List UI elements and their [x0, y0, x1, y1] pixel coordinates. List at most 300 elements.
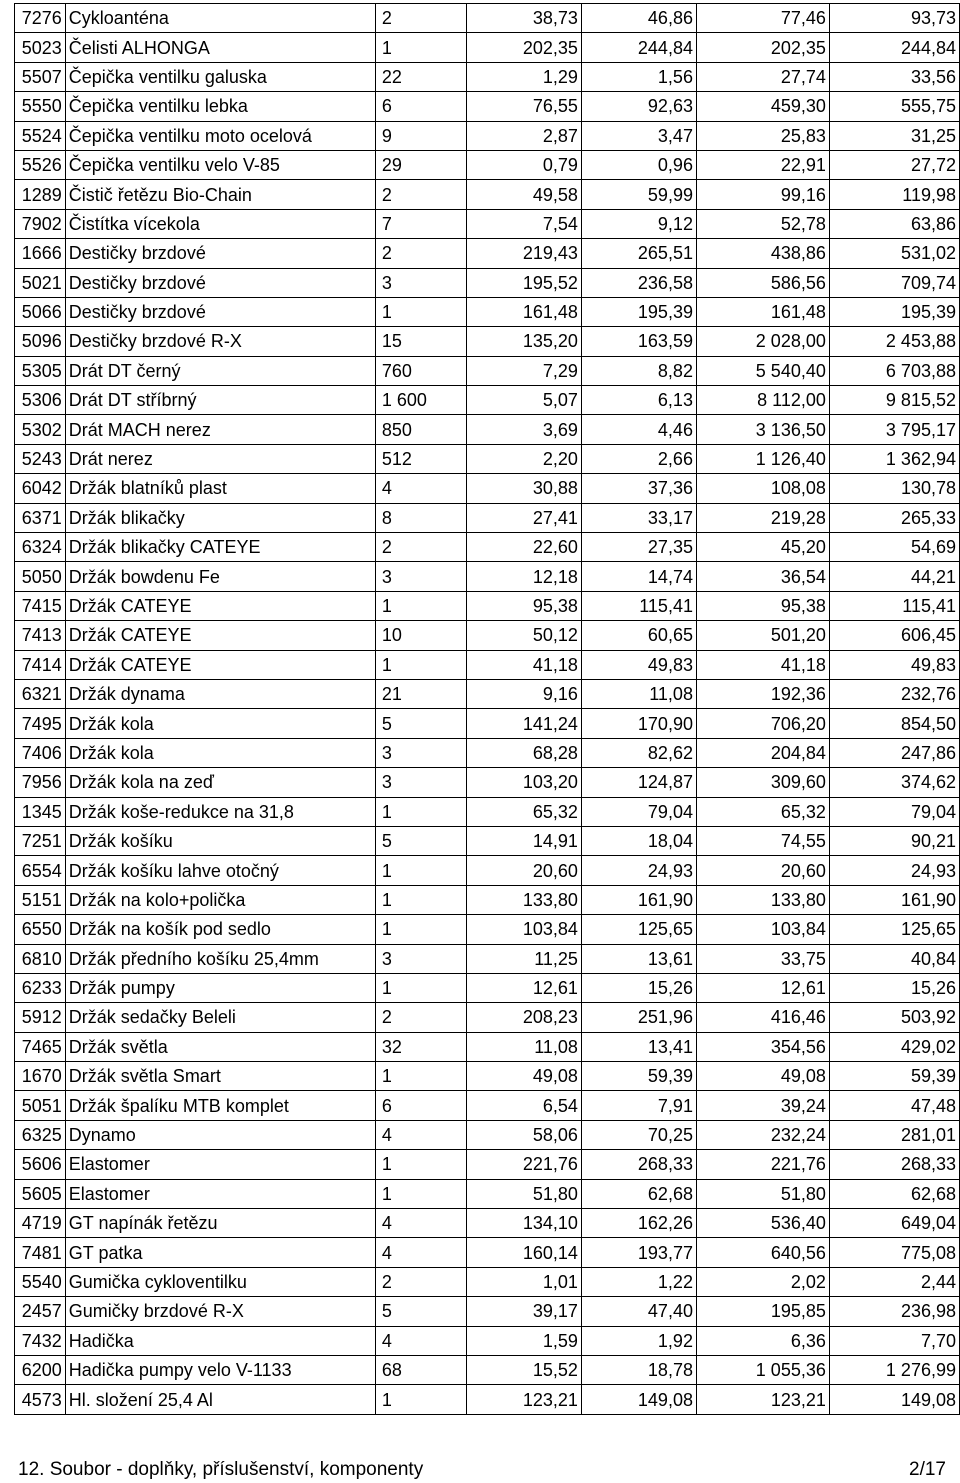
total-price-cell: 33,75: [696, 944, 829, 973]
total-price-cell: 39,24: [696, 1091, 829, 1120]
total-price-cell: 5 540,40: [696, 356, 829, 385]
item-quantity-cell: 8: [375, 503, 466, 532]
unit-price-vat-cell: 24,93: [581, 856, 696, 885]
item-quantity-cell: 4: [375, 1238, 466, 1267]
item-name-cell: Elastomer: [65, 1150, 375, 1179]
unit-price-cell: 39,17: [466, 1297, 581, 1326]
item-name-cell: Držák CATEYE: [65, 591, 375, 620]
item-code-cell: 5151: [15, 885, 66, 914]
unit-price-vat-cell: 11,08: [581, 679, 696, 708]
total-price-vat-cell: 15,26: [829, 973, 959, 1002]
item-quantity-cell: 1: [375, 973, 466, 1002]
item-name-cell: Cykloanténa: [65, 4, 375, 33]
item-code-cell: 5305: [15, 356, 66, 385]
total-price-cell: 3 136,50: [696, 415, 829, 444]
unit-price-vat-cell: 14,74: [581, 562, 696, 591]
item-name-cell: Destičky brzdové: [65, 297, 375, 326]
table-row: [15, 386, 960, 415]
unit-price-vat-cell: 15,26: [581, 973, 696, 1002]
unit-price-vat-cell: 0,96: [581, 150, 696, 179]
total-price-cell: 22,91: [696, 150, 829, 179]
unit-price-cell: 49,58: [466, 180, 581, 209]
unit-price-cell: 50,12: [466, 621, 581, 650]
item-quantity-cell: 2: [375, 4, 466, 33]
unit-price-cell: 133,80: [466, 885, 581, 914]
item-quantity-cell: 1: [375, 1150, 466, 1179]
table-row: [15, 679, 960, 708]
item-name-cell: Držák CATEYE: [65, 621, 375, 650]
unit-price-vat-cell: 8,82: [581, 356, 696, 385]
unit-price-cell: 160,14: [466, 1238, 581, 1267]
unit-price-cell: 195,52: [466, 268, 581, 297]
total-price-cell: 232,24: [696, 1120, 829, 1149]
total-price-cell: 95,38: [696, 591, 829, 620]
item-code-cell: 5507: [15, 62, 66, 91]
unit-price-vat-cell: 125,65: [581, 915, 696, 944]
total-price-cell: 202,35: [696, 33, 829, 62]
total-price-cell: 74,55: [696, 826, 829, 855]
unit-price-vat-cell: 62,68: [581, 1179, 696, 1208]
item-code-cell: 7902: [15, 209, 66, 238]
total-price-vat-cell: 54,69: [829, 533, 959, 562]
unit-price-cell: 9,16: [466, 679, 581, 708]
total-price-cell: 640,56: [696, 1238, 829, 1267]
unit-price-cell: 2,87: [466, 121, 581, 150]
item-name-cell: Držák CATEYE: [65, 650, 375, 679]
total-price-cell: 133,80: [696, 885, 829, 914]
table-row: [15, 1003, 960, 1032]
table-row: [15, 4, 960, 33]
item-name-cell: Čepička ventilku moto ocelová: [65, 121, 375, 150]
total-price-cell: 51,80: [696, 1179, 829, 1208]
total-price-vat-cell: 9 815,52: [829, 386, 959, 415]
total-price-cell: 1 126,40: [696, 444, 829, 473]
item-name-cell: Držák předního košíku 25,4mm: [65, 944, 375, 973]
total-price-cell: 25,83: [696, 121, 829, 150]
item-code-cell: 7465: [15, 1032, 66, 1061]
total-price-vat-cell: 79,04: [829, 797, 959, 826]
item-name-cell: Gumičky brzdové R-X: [65, 1297, 375, 1326]
total-price-vat-cell: 62,68: [829, 1179, 959, 1208]
item-code-cell: 5526: [15, 150, 66, 179]
table-row: [15, 92, 960, 121]
table-row: [15, 621, 960, 650]
total-price-vat-cell: 268,33: [829, 1150, 959, 1179]
unit-price-vat-cell: 82,62: [581, 738, 696, 767]
table-row: [15, 1150, 960, 1179]
item-quantity-cell: 2: [375, 239, 466, 268]
unit-price-vat-cell: 1,56: [581, 62, 696, 91]
table-row: [15, 973, 960, 1002]
item-code-cell: 2457: [15, 1297, 66, 1326]
total-price-cell: 309,60: [696, 768, 829, 797]
total-price-cell: 2,02: [696, 1267, 829, 1296]
unit-price-cell: 2,20: [466, 444, 581, 473]
total-price-cell: 2 028,00: [696, 327, 829, 356]
item-quantity-cell: 1: [375, 1179, 466, 1208]
total-price-vat-cell: 232,76: [829, 679, 959, 708]
item-code-cell: 5550: [15, 92, 66, 121]
total-price-vat-cell: 3 795,17: [829, 415, 959, 444]
item-code-cell: 1345: [15, 797, 66, 826]
unit-price-cell: 221,76: [466, 1150, 581, 1179]
table-row: [15, 62, 960, 91]
table-row: [15, 150, 960, 179]
item-quantity-cell: 9: [375, 121, 466, 150]
unit-price-vat-cell: 47,40: [581, 1297, 696, 1326]
total-price-vat-cell: 429,02: [829, 1032, 959, 1061]
item-name-cell: Držák bowdenu Fe: [65, 562, 375, 591]
item-quantity-cell: 32: [375, 1032, 466, 1061]
unit-price-vat-cell: 7,91: [581, 1091, 696, 1120]
table-row: [15, 856, 960, 885]
total-price-vat-cell: 44,21: [829, 562, 959, 591]
total-price-cell: 192,36: [696, 679, 829, 708]
total-price-vat-cell: 119,98: [829, 180, 959, 209]
total-price-cell: 6,36: [696, 1326, 829, 1355]
item-quantity-cell: 3: [375, 768, 466, 797]
total-price-cell: 161,48: [696, 297, 829, 326]
table-row: [15, 1032, 960, 1061]
unit-price-vat-cell: 161,90: [581, 885, 696, 914]
unit-price-cell: 11,08: [466, 1032, 581, 1061]
item-code-cell: 7495: [15, 709, 66, 738]
item-name-cell: Držák koše-redukce na 31,8: [65, 797, 375, 826]
item-name-cell: Držák blatníků plast: [65, 474, 375, 503]
total-price-cell: 221,76: [696, 1150, 829, 1179]
unit-price-cell: 65,32: [466, 797, 581, 826]
item-name-cell: Držák sedačky Beleli: [65, 1003, 375, 1032]
unit-price-vat-cell: 59,39: [581, 1062, 696, 1091]
unit-price-vat-cell: 1,92: [581, 1326, 696, 1355]
unit-price-cell: 12,61: [466, 973, 581, 1002]
item-quantity-cell: 2: [375, 533, 466, 562]
table-row: [15, 415, 960, 444]
total-price-vat-cell: 63,86: [829, 209, 959, 238]
item-quantity-cell: 68: [375, 1355, 466, 1384]
total-price-cell: 77,46: [696, 4, 829, 33]
item-code-cell: 5302: [15, 415, 66, 444]
unit-price-vat-cell: 115,41: [581, 591, 696, 620]
unit-price-cell: 202,35: [466, 33, 581, 62]
item-quantity-cell: 1: [375, 1062, 466, 1091]
item-code-cell: 1670: [15, 1062, 66, 1091]
total-price-vat-cell: 709,74: [829, 268, 959, 297]
unit-price-vat-cell: 6,13: [581, 386, 696, 415]
footer-title: 12. Soubor - doplňky, příslušenství, komponenty: [18, 1459, 424, 1480]
unit-price-cell: 135,20: [466, 327, 581, 356]
table-row: [15, 533, 960, 562]
item-name-cell: Držák na kolo+polička: [65, 885, 375, 914]
total-price-vat-cell: 1 362,94: [829, 444, 959, 473]
table-row: [15, 268, 960, 297]
table-row: [15, 327, 960, 356]
unit-price-vat-cell: 124,87: [581, 768, 696, 797]
unit-price-vat-cell: 268,33: [581, 1150, 696, 1179]
total-price-cell: 36,54: [696, 562, 829, 591]
total-price-vat-cell: 374,62: [829, 768, 959, 797]
total-price-cell: 354,56: [696, 1032, 829, 1061]
total-price-cell: 1 055,36: [696, 1355, 829, 1384]
unit-price-cell: 14,91: [466, 826, 581, 855]
total-price-vat-cell: 130,78: [829, 474, 959, 503]
item-code-cell: 5306: [15, 386, 66, 415]
total-price-vat-cell: 2 453,88: [829, 327, 959, 356]
table-row: [15, 1267, 960, 1296]
total-price-cell: 99,16: [696, 180, 829, 209]
item-name-cell: Držák blikačky CATEYE: [65, 533, 375, 562]
item-name-cell: Držák blikačky: [65, 503, 375, 532]
item-quantity-cell: 3: [375, 944, 466, 973]
total-price-vat-cell: 33,56: [829, 62, 959, 91]
item-code-cell: 5243: [15, 444, 66, 473]
unit-price-vat-cell: 265,51: [581, 239, 696, 268]
unit-price-cell: 1,01: [466, 1267, 581, 1296]
item-code-cell: 5524: [15, 121, 66, 150]
item-quantity-cell: 2: [375, 1003, 466, 1032]
item-code-cell: 1289: [15, 180, 66, 209]
table-row: [15, 885, 960, 914]
unit-price-cell: 7,54: [466, 209, 581, 238]
item-name-cell: Drát MACH nerez: [65, 415, 375, 444]
total-price-cell: 49,08: [696, 1062, 829, 1091]
unit-price-vat-cell: 9,12: [581, 209, 696, 238]
item-code-cell: 6324: [15, 533, 66, 562]
table-row: [15, 474, 960, 503]
unit-price-cell: 12,18: [466, 562, 581, 591]
unit-price-cell: 7,29: [466, 356, 581, 385]
total-price-vat-cell: 24,93: [829, 856, 959, 885]
item-code-cell: 6200: [15, 1355, 66, 1384]
total-price-cell: 52,78: [696, 209, 829, 238]
unit-price-cell: 3,69: [466, 415, 581, 444]
unit-price-vat-cell: 18,04: [581, 826, 696, 855]
item-code-cell: 7251: [15, 826, 66, 855]
unit-price-cell: 22,60: [466, 533, 581, 562]
unit-price-vat-cell: 13,61: [581, 944, 696, 973]
table-row: [15, 768, 960, 797]
unit-price-vat-cell: 149,08: [581, 1385, 696, 1414]
item-code-cell: 5540: [15, 1267, 66, 1296]
unit-price-cell: 141,24: [466, 709, 581, 738]
table-row: [15, 297, 960, 326]
table-row: [15, 209, 960, 238]
item-name-cell: Drát DT černý: [65, 356, 375, 385]
item-quantity-cell: 1: [375, 885, 466, 914]
unit-price-cell: 49,08: [466, 1062, 581, 1091]
total-price-cell: 27,74: [696, 62, 829, 91]
table-row: [15, 738, 960, 767]
total-price-vat-cell: 31,25: [829, 121, 959, 150]
item-code-cell: 5023: [15, 33, 66, 62]
item-name-cell: Drát DT stříbrný: [65, 386, 375, 415]
total-price-cell: 103,84: [696, 915, 829, 944]
table-row: [15, 1297, 960, 1326]
table-row: [15, 33, 960, 62]
item-name-cell: Držák kola: [65, 738, 375, 767]
item-name-cell: Destičky brzdové: [65, 239, 375, 268]
total-price-cell: 536,40: [696, 1209, 829, 1238]
item-name-cell: Destičky brzdové R-X: [65, 327, 375, 356]
unit-price-vat-cell: 18,78: [581, 1355, 696, 1384]
total-price-cell: 12,61: [696, 973, 829, 1002]
unit-price-cell: 15,52: [466, 1355, 581, 1384]
unit-price-vat-cell: 4,46: [581, 415, 696, 444]
item-name-cell: Držák světla Smart: [65, 1062, 375, 1091]
total-price-vat-cell: 2,44: [829, 1267, 959, 1296]
unit-price-cell: 103,84: [466, 915, 581, 944]
item-quantity-cell: 1 600: [375, 386, 466, 415]
item-code-cell: 5605: [15, 1179, 66, 1208]
table-row: [15, 1355, 960, 1384]
item-quantity-cell: 4: [375, 474, 466, 503]
item-quantity-cell: 3: [375, 738, 466, 767]
unit-price-vat-cell: 92,63: [581, 92, 696, 121]
total-price-vat-cell: 93,73: [829, 4, 959, 33]
item-quantity-cell: 6: [375, 1091, 466, 1120]
item-name-cell: Čistič řetězu Bio-Chain: [65, 180, 375, 209]
item-name-cell: Držák košíku: [65, 826, 375, 855]
item-code-cell: 7481: [15, 1238, 66, 1267]
unit-price-cell: 68,28: [466, 738, 581, 767]
item-code-cell: 5912: [15, 1003, 66, 1032]
item-code-cell: 6325: [15, 1120, 66, 1149]
item-quantity-cell: 850: [375, 415, 466, 444]
item-code-cell: 6371: [15, 503, 66, 532]
item-name-cell: Držák na košík pod sedlo: [65, 915, 375, 944]
item-code-cell: 7414: [15, 650, 66, 679]
total-price-vat-cell: 125,65: [829, 915, 959, 944]
table-row: [15, 826, 960, 855]
unit-price-vat-cell: 46,86: [581, 4, 696, 33]
item-code-cell: 5096: [15, 327, 66, 356]
total-price-vat-cell: 149,08: [829, 1385, 959, 1414]
unit-price-cell: 41,18: [466, 650, 581, 679]
item-quantity-cell: 5: [375, 1297, 466, 1326]
item-name-cell: Čepička ventilku velo V-85: [65, 150, 375, 179]
item-code-cell: 6321: [15, 679, 66, 708]
unit-price-vat-cell: 244,84: [581, 33, 696, 62]
item-name-cell: GT patka: [65, 1238, 375, 1267]
unit-price-cell: 38,73: [466, 4, 581, 33]
total-price-vat-cell: 236,98: [829, 1297, 959, 1326]
table-row: [15, 1238, 960, 1267]
item-quantity-cell: 1: [375, 1385, 466, 1414]
item-code-cell: 7956: [15, 768, 66, 797]
unit-price-cell: 103,20: [466, 768, 581, 797]
total-price-cell: 501,20: [696, 621, 829, 650]
unit-price-cell: 76,55: [466, 92, 581, 121]
unit-price-cell: 11,25: [466, 944, 581, 973]
item-code-cell: 1666: [15, 239, 66, 268]
total-price-vat-cell: 265,33: [829, 503, 959, 532]
item-code-cell: 6233: [15, 973, 66, 1002]
item-name-cell: Držák košíku lahve otočný: [65, 856, 375, 885]
unit-price-vat-cell: 251,96: [581, 1003, 696, 1032]
total-price-vat-cell: 854,50: [829, 709, 959, 738]
item-quantity-cell: 29: [375, 150, 466, 179]
unit-price-vat-cell: 162,26: [581, 1209, 696, 1238]
table-row: [15, 944, 960, 973]
item-quantity-cell: 1: [375, 650, 466, 679]
item-code-cell: 5051: [15, 1091, 66, 1120]
table-row: [15, 503, 960, 532]
item-code-cell: 7415: [15, 591, 66, 620]
item-quantity-cell: 15: [375, 327, 466, 356]
item-code-cell: 6810: [15, 944, 66, 973]
item-name-cell: Gumička cykloventilku: [65, 1267, 375, 1296]
item-quantity-cell: 512: [375, 444, 466, 473]
unit-price-vat-cell: 163,59: [581, 327, 696, 356]
unit-price-cell: 20,60: [466, 856, 581, 885]
item-quantity-cell: 1: [375, 915, 466, 944]
table-row: [15, 797, 960, 826]
item-code-cell: 4719: [15, 1209, 66, 1238]
unit-price-cell: 219,43: [466, 239, 581, 268]
total-price-vat-cell: 49,83: [829, 650, 959, 679]
unit-price-cell: 5,07: [466, 386, 581, 415]
unit-price-cell: 123,21: [466, 1385, 581, 1414]
unit-price-cell: 1,59: [466, 1326, 581, 1355]
table-row: [15, 356, 960, 385]
item-quantity-cell: 10: [375, 621, 466, 650]
unit-price-vat-cell: 13,41: [581, 1032, 696, 1061]
total-price-cell: 108,08: [696, 474, 829, 503]
inventory-table-body: [15, 4, 960, 1415]
table-row: [15, 1326, 960, 1355]
total-price-vat-cell: 59,39: [829, 1062, 959, 1091]
item-quantity-cell: 1: [375, 297, 466, 326]
total-price-vat-cell: 555,75: [829, 92, 959, 121]
total-price-vat-cell: 40,84: [829, 944, 959, 973]
item-code-cell: 7276: [15, 4, 66, 33]
table-row: [15, 591, 960, 620]
item-code-cell: 7406: [15, 738, 66, 767]
item-code-cell: 7413: [15, 621, 66, 650]
unit-price-cell: 1,29: [466, 62, 581, 91]
unit-price-cell: 95,38: [466, 591, 581, 620]
total-price-cell: 20,60: [696, 856, 829, 885]
unit-price-cell: 27,41: [466, 503, 581, 532]
item-name-cell: GT napínák řetězu: [65, 1209, 375, 1238]
item-quantity-cell: 22: [375, 62, 466, 91]
total-price-vat-cell: 7,70: [829, 1326, 959, 1355]
unit-price-vat-cell: 3,47: [581, 121, 696, 150]
item-name-cell: Držák dynama: [65, 679, 375, 708]
unit-price-vat-cell: 49,83: [581, 650, 696, 679]
total-price-vat-cell: 161,90: [829, 885, 959, 914]
item-quantity-cell: 3: [375, 268, 466, 297]
total-price-cell: 204,84: [696, 738, 829, 767]
item-name-cell: Držák pumpy: [65, 973, 375, 1002]
item-quantity-cell: 6: [375, 92, 466, 121]
table-row: [15, 444, 960, 473]
unit-price-vat-cell: 193,77: [581, 1238, 696, 1267]
unit-price-vat-cell: 59,99: [581, 180, 696, 209]
table-row: [15, 1209, 960, 1238]
total-price-vat-cell: 247,86: [829, 738, 959, 767]
unit-price-cell: 51,80: [466, 1179, 581, 1208]
item-name-cell: Držák světla: [65, 1032, 375, 1061]
table-row: [15, 562, 960, 591]
total-price-cell: 45,20: [696, 533, 829, 562]
item-code-cell: 5021: [15, 268, 66, 297]
item-name-cell: Dynamo: [65, 1120, 375, 1149]
total-price-cell: 706,20: [696, 709, 829, 738]
unit-price-vat-cell: 2,66: [581, 444, 696, 473]
item-name-cell: Držák špalíku MTB komplet: [65, 1091, 375, 1120]
item-name-cell: Čepička ventilku galuska: [65, 62, 375, 91]
